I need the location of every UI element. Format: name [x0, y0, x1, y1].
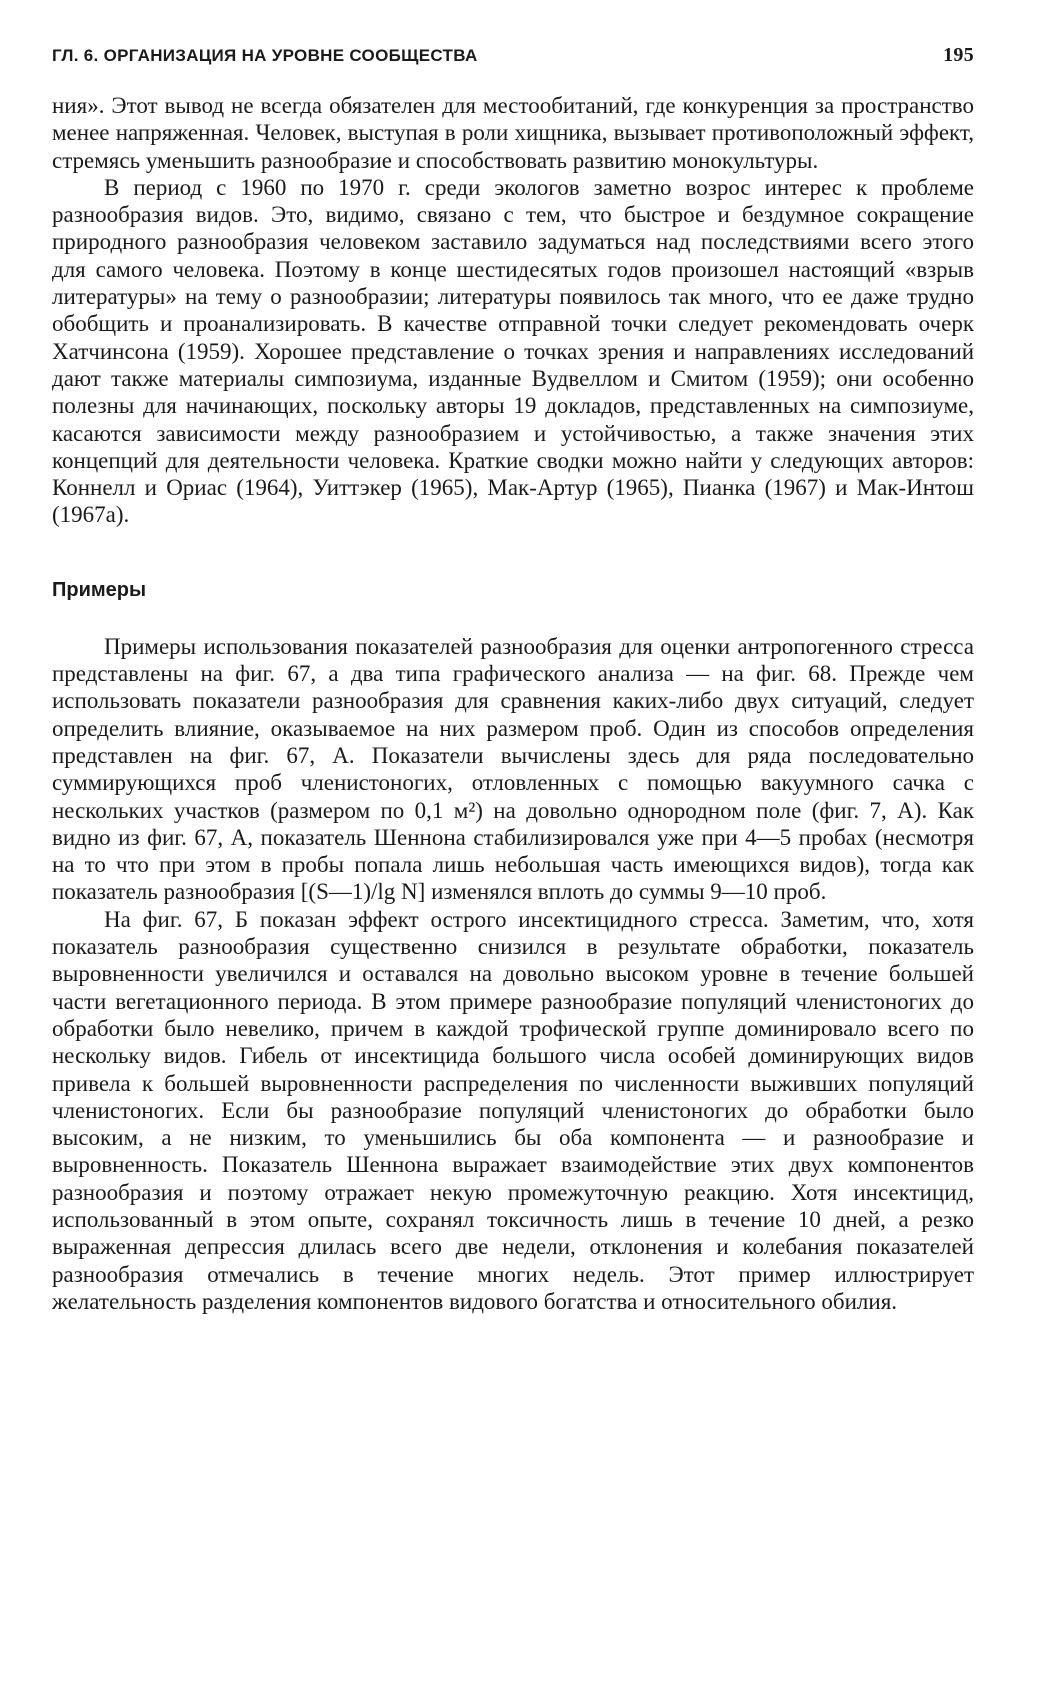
section-heading-examples: Примеры — [52, 578, 147, 601]
page-number: 195 — [943, 44, 974, 66]
chapter-title: ГЛ. 6. ОРГАНИЗАЦИЯ НА УРОВНЕ СООБЩЕСТВА — [52, 46, 478, 65]
examples-text — [52, 633, 974, 1315]
paragraph-sample-size: Примеры использования показателей разнообразия для оценки антропогенного стресса представлены на фиг. 67, а два типа графического анализа — на фиг. 68. Прежде чем использовать показатели разнообразия для сравнения каких-либо двух ситуаций, следует определить влияние, оказываемое на них размером проб. Один из способов определения представлен на фиг. 67, А. Показатели вычислены здесь для ряда последовательно суммирующихся проб членистоногих, отловленных с помощью вакуумного сачка с нескольких участков (размером по 0,1 м²) на довольно однородном поле (фиг. 7, А). Как видно из фиг. 67, А, показатель Шеннона стабилизировался уже при 4—5 пробах (несмотря на то что при этом в пробы попала лишь небольшая часть имеющихся видов), тогда как показатель разнообразия [(S—1)/lg N] изменялся вплоть до суммы 9—10 проб. — [52, 633, 974, 905]
intro-text — [52, 92, 974, 529]
paragraph-continued: ния». Этот вывод не всегда обязателен для местообитаний, где конкуренция за пространство менее напряженная. Человек, выступая в роли хищника, вызывает противоположный эффект, стремясь уменьшить разнообразие и способствовать развитию монокультуры. — [52, 93, 974, 173]
paragraph-insecticide-stress: На фиг. 67, Б показан эффект острого инсектицидного стресса. Заметим, что, хотя показатель разнообразия существенно снизился в результате обработки, показатель выровненности увеличился и оставался на довольно высоком уровне в течение большей части вегетационного периода. В этом примере разнообразие популяций членистоногих до обработки было невелико, причем в каждой трофической группе доминировало всего по нескольку видов. Гибель от инсектицида большого числа особей доминирующих видов привела к большей выровненности распределения по численности выживших популяций членистоногих. Если бы разнообразие популяций членистоногих до обработки было высоким, а не низким, то уменьшились бы оба компонента — и разнообразие и выровненность. Показатель Шеннона выражает взаимодействие этих двух компонентов разнообразия и поэтому отражает некую промежуточную реакцию. Хотя инсектицид, использованный в этом опыте, сохранял токсичность лишь в течение 10 дней, а резко выраженная депрессия длилась всего две недели, отклонения и колебания показателей разнообразия отмечались в течение многих недель. Этот пример иллюстрирует желательность разделения компонентов видового богатства и относительного обилия. — [52, 906, 974, 1314]
running-head — [52, 44, 974, 74]
paragraph-diversity-literature: В период с 1960 по 1970 г. среди экологов заметно возрос интерес к проблеме разнообразия видов. Это, видимо, связано с тем, что быстрое и бездумное сокращение природного разнообразия человеком заставило задуматься над последствиями всего этого для самого человека. Поэтому в конце шестидесятых годов произошел настоящий «взрыв литературы» на тему о разнообразии; литературы появилось так много, что ее даже трудно обобщить и проанализировать. В качестве отправной точки следует рекомендовать очерк Хатчинсона (1959). Хорошее представление о точках зрения и направлениях исследований дают также материалы симпозиума, изданные Вудвеллом и Смитом (1959); они особенно полезны для начинающих, поскольку авторы 19 докладов, представленных на симпозиуме, касаются зависимости между разнообразием и устойчивостью, а также значения этих концепций для деятельности человека. Краткие сводки можно найти у следующих авторов: Коннелл и Ориас (1964), Уиттэкер (1965), Мак-Артур (1965), Пианка (1967) и Мак-Интош (1967а). — [52, 174, 974, 528]
book-page — [52, 44, 974, 1315]
